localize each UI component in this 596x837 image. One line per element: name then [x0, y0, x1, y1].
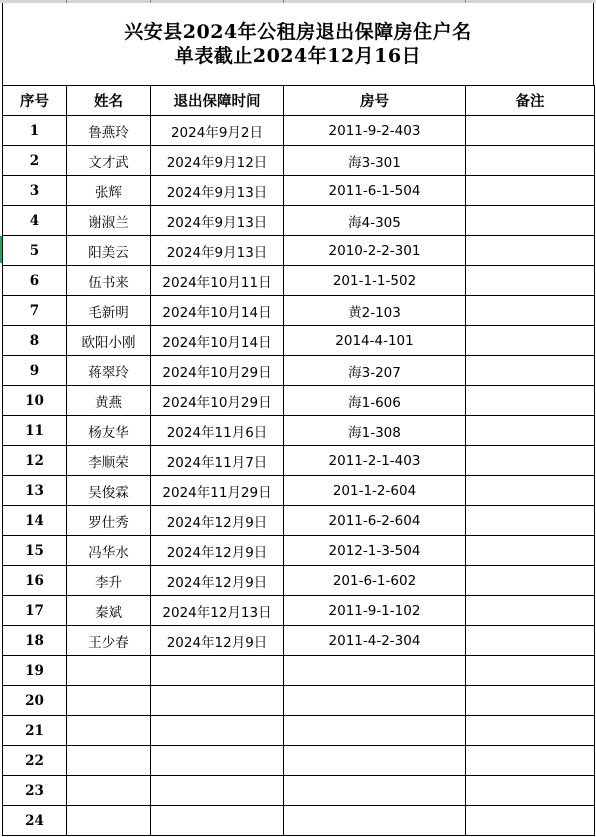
cell-remarks[interactable]: [466, 656, 595, 686]
cell-serial[interactable]: 7: [3, 296, 67, 326]
table-row: [3, 326, 595, 356]
cell-serial[interactable]: 15: [3, 536, 67, 566]
cell-room-number[interactable]: 201-1-1-502: [284, 266, 466, 296]
cell-name[interactable]: 文才武: [67, 146, 151, 176]
page-title: 兴安县2024年公租房退出保障房住户名: [124, 21, 472, 43]
cell-exit-date[interactable]: 2024年11月7日: [151, 446, 284, 476]
cell-name[interactable]: 秦斌: [67, 596, 151, 626]
cell-room-number[interactable]: 海3-207: [284, 356, 466, 386]
cell-room-number[interactable]: 2011-9-1-102: [284, 596, 466, 626]
cell-name[interactable]: 谢淑兰: [67, 206, 151, 236]
cell-exit-date[interactable]: 2024年10月11日: [151, 266, 284, 296]
cell-name[interactable]: 李升: [67, 566, 151, 596]
cell-name[interactable]: 张辉: [67, 176, 151, 206]
cell-remarks[interactable]: [466, 746, 595, 776]
title-block[interactable]: [2, 3, 594, 85]
table-row: [3, 176, 595, 206]
cell-serial[interactable]: 1: [3, 116, 67, 146]
cell-name[interactable]: [67, 656, 151, 686]
table-row: [3, 236, 595, 266]
header-remarks[interactable]: 备注: [466, 86, 595, 116]
table-row: [3, 386, 595, 416]
cell-remarks[interactable]: [466, 386, 595, 416]
header-room-number[interactable]: 房号: [284, 86, 466, 116]
cell-remarks[interactable]: [466, 566, 595, 596]
table-row: [3, 296, 595, 326]
cell-room-number[interactable]: 海1-308: [284, 416, 466, 446]
cell-name[interactable]: [67, 806, 151, 836]
cell-exit-date[interactable]: 2024年9月12日: [151, 146, 284, 176]
cell-remarks[interactable]: [466, 716, 595, 746]
cell-remarks[interactable]: [466, 536, 595, 566]
cell-name[interactable]: 吴俊霖: [67, 476, 151, 506]
cell-exit-date[interactable]: [151, 686, 284, 716]
table-row: [3, 776, 595, 806]
cell-exit-date[interactable]: [151, 806, 284, 836]
cell-exit-date[interactable]: 2024年12月13日: [151, 596, 284, 626]
table-row: [3, 566, 595, 596]
table-row: [3, 356, 595, 386]
cell-room-number[interactable]: [284, 686, 466, 716]
cell-remarks[interactable]: [466, 296, 595, 326]
cell-name[interactable]: 蒋翠玲: [67, 356, 151, 386]
cell-room-number[interactable]: 2011-6-2-604: [284, 506, 466, 536]
page-subtitle: 单表截止2024年12月16日: [174, 45, 422, 67]
header-exit-date[interactable]: 退出保障时间: [151, 86, 284, 116]
table-row: [3, 506, 595, 536]
cell-name[interactable]: 王少春: [67, 626, 151, 656]
cell-serial[interactable]: 4: [3, 206, 67, 236]
cell-serial[interactable]: 11: [3, 416, 67, 446]
cell-room-number[interactable]: 2011-9-2-403: [284, 116, 466, 146]
table-row: [3, 446, 595, 476]
cell-exit-date[interactable]: [151, 746, 284, 776]
cell-name[interactable]: 鲁燕玲: [67, 116, 151, 146]
cell-remarks[interactable]: [466, 206, 595, 236]
cell-room-number[interactable]: 2014-4-101: [284, 326, 466, 356]
cell-remarks[interactable]: [466, 596, 595, 626]
cell-serial[interactable]: 16: [3, 566, 67, 596]
table-row: [3, 206, 595, 236]
table-row: [3, 746, 595, 776]
cell-serial[interactable]: 5: [3, 236, 67, 266]
cell-room-number[interactable]: [284, 716, 466, 746]
cell-exit-date[interactable]: 2024年10月29日: [151, 356, 284, 386]
table-row: [3, 656, 595, 686]
cell-name[interactable]: [67, 746, 151, 776]
cell-remarks[interactable]: [466, 266, 595, 296]
table-row: [3, 476, 595, 506]
cell-exit-date[interactable]: 2024年12月9日: [151, 536, 284, 566]
table-row: [3, 806, 595, 836]
cell-remarks[interactable]: [466, 416, 595, 446]
cell-remarks[interactable]: [466, 476, 595, 506]
table-row: [3, 266, 595, 296]
cell-serial[interactable]: 23: [3, 776, 67, 806]
cell-serial[interactable]: 14: [3, 506, 67, 536]
cell-exit-date[interactable]: 2024年12月9日: [151, 566, 284, 596]
cell-remarks[interactable]: [466, 356, 595, 386]
header-serial[interactable]: 序号: [3, 86, 67, 116]
cell-serial[interactable]: 3: [3, 176, 67, 206]
cell-name[interactable]: [67, 776, 151, 806]
cell-remarks[interactable]: [466, 326, 595, 356]
cell-name[interactable]: 阳美云: [67, 236, 151, 266]
cell-remarks[interactable]: [466, 686, 595, 716]
cell-name[interactable]: 伍书来: [67, 266, 151, 296]
cell-exit-date[interactable]: 2024年10月29日: [151, 386, 284, 416]
table-header-row: [3, 86, 595, 116]
cell-room-number[interactable]: 海3-301: [284, 146, 466, 176]
cell-exit-date[interactable]: 2024年9月13日: [151, 206, 284, 236]
cell-serial[interactable]: 6: [3, 266, 67, 296]
cell-exit-date[interactable]: 2024年10月14日: [151, 296, 284, 326]
cell-name[interactable]: 罗仕秀: [67, 506, 151, 536]
table-row: [3, 116, 595, 146]
cell-name[interactable]: 欧阳小刚: [67, 326, 151, 356]
table-row: [3, 716, 595, 746]
cell-remarks[interactable]: [466, 176, 595, 206]
cell-serial[interactable]: 9: [3, 356, 67, 386]
data-table: [2, 85, 595, 836]
cell-serial[interactable]: 12: [3, 446, 67, 476]
cell-exit-date[interactable]: 2024年11月6日: [151, 416, 284, 446]
cell-remarks[interactable]: [466, 776, 595, 806]
cell-name[interactable]: [67, 716, 151, 746]
header-name[interactable]: 姓名: [67, 86, 151, 116]
cell-exit-date[interactable]: 2024年9月2日: [151, 116, 284, 146]
cell-room-number[interactable]: 海1-606: [284, 386, 466, 416]
cell-exit-date[interactable]: 2024年9月13日: [151, 176, 284, 206]
cell-room-number[interactable]: 2011-4-2-304: [284, 626, 466, 656]
cell-room-number[interactable]: [284, 776, 466, 806]
cell-room-number[interactable]: 黄2-103: [284, 296, 466, 326]
table-row: [3, 416, 595, 446]
cell-serial[interactable]: 2: [3, 146, 67, 176]
table-row: [3, 536, 595, 566]
cell-exit-date[interactable]: 2024年10月14日: [151, 326, 284, 356]
cell-serial[interactable]: 10: [3, 386, 67, 416]
cell-serial[interactable]: 13: [3, 476, 67, 506]
cell-serial[interactable]: 17: [3, 596, 67, 626]
cell-exit-date[interactable]: 2024年11月29日: [151, 476, 284, 506]
cell-name[interactable]: 李顺荣: [67, 446, 151, 476]
cell-remarks[interactable]: [466, 626, 595, 656]
cell-room-number[interactable]: [284, 656, 466, 686]
table-row: [3, 626, 595, 656]
cell-name[interactable]: 杨友华: [67, 416, 151, 446]
table-row: [3, 146, 595, 176]
cell-room-number[interactable]: 2011-2-1-403: [284, 446, 466, 476]
cell-name[interactable]: [67, 686, 151, 716]
cell-remarks[interactable]: [466, 806, 595, 836]
cell-remarks[interactable]: [466, 446, 595, 476]
cell-room-number[interactable]: [284, 806, 466, 836]
cell-exit-date[interactable]: 2024年12月9日: [151, 626, 284, 656]
cell-remarks[interactable]: [466, 236, 595, 266]
cell-name[interactable]: 毛新明: [67, 296, 151, 326]
cell-exit-date[interactable]: [151, 776, 284, 806]
cell-exit-date[interactable]: [151, 716, 284, 746]
table-row: [3, 686, 595, 716]
cell-room-number[interactable]: 2011-6-1-504: [284, 176, 466, 206]
cell-exit-date[interactable]: [151, 656, 284, 686]
cell-serial[interactable]: 18: [3, 626, 67, 656]
cell-room-number[interactable]: 201-6-1-602: [284, 566, 466, 596]
cell-serial[interactable]: 21: [3, 716, 67, 746]
cell-remarks[interactable]: [466, 506, 595, 536]
cell-serial[interactable]: 22: [3, 746, 67, 776]
cell-name[interactable]: 黄燕: [67, 386, 151, 416]
cell-exit-date[interactable]: 2024年9月13日: [151, 236, 284, 266]
cell-serial[interactable]: 24: [3, 806, 67, 836]
cell-serial[interactable]: 8: [3, 326, 67, 356]
cell-room-number[interactable]: 201-1-2-604: [284, 476, 466, 506]
cell-room-number[interactable]: 2012-1-3-504: [284, 536, 466, 566]
cell-name[interactable]: 冯华水: [67, 536, 151, 566]
cell-exit-date[interactable]: 2024年12月9日: [151, 506, 284, 536]
cell-room-number[interactable]: [284, 746, 466, 776]
cell-room-number[interactable]: 2010-2-2-301: [284, 236, 466, 266]
cell-remarks[interactable]: [466, 116, 595, 146]
cell-remarks[interactable]: [466, 146, 595, 176]
cell-serial[interactable]: 20: [3, 686, 67, 716]
cell-serial[interactable]: 19: [3, 656, 67, 686]
cell-room-number[interactable]: 海4-305: [284, 206, 466, 236]
table-row: [3, 596, 595, 626]
